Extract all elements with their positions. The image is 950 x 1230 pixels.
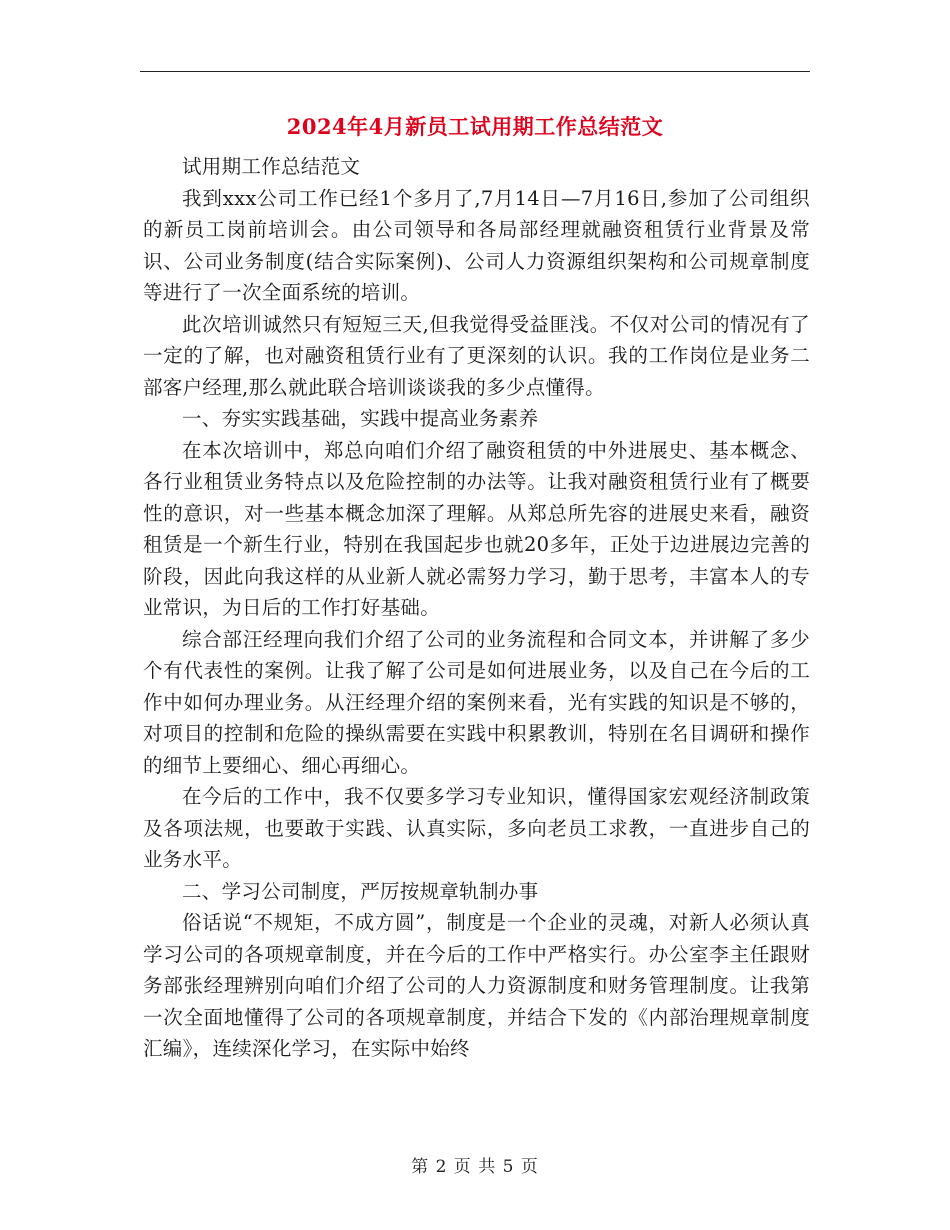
page-number: 第 2 页 共 5 页 bbox=[411, 1157, 539, 1177]
section-heading: 二、学习公司制度，严厉按规章轨制办事 bbox=[182, 879, 539, 903]
header-rule bbox=[140, 71, 810, 72]
paragraph: 在今后的工作中，我不仅要多学习专业知识，懂得国家宏观经济制政策及各项法规，也要敢于实践、认真实际，多向老员工求教，一直进步自己的业务水平。 bbox=[143, 785, 810, 871]
paragraph: 我到xxx公司工作已经1个多月了,7月14日—7月16日,参加了公司组织的新员工岗前培训会。由公司领导和各局部经理就融资租赁行业背景及常识、公司业务制度(结合实际案例)、公司人力资源组织架构和公司规章制度等进行了一次全面系统的培训。 bbox=[143, 186, 810, 304]
paragraph-subtitle: 试用期工作总结范文 bbox=[182, 155, 361, 178]
paragraph: 综合部汪经理向我们介绍了公司的业务流程和合同文本，并讲解了多少个有代表性的案例。让我了解了公司是如何进展业务，以及自己在今后的工作中如何办理业务。从汪经理介绍的案例来看，光有实践的知识是不够的，对项目的控制和危险的操纵需要在实践中积累教训，特别在名目调研和操作的细节上要细心、细心再细心。 bbox=[143, 627, 810, 777]
paragraph: 俗话说“不规矩，不成方圆”，制度是一个企业的灵魂，对新人必须认真学习公司的各项规章制度，并在今后的工作中严格实行。办公室李主任跟财务部张经理辨别向咱们介绍了公司的人力资源制度和财务管理制度。让我第一次全面地懂得了公司的各项规章制度，并结合下发的《内部治理规章制度汇编》，连续深化学习，在实际中始终 bbox=[143, 911, 810, 1060]
paragraph: 在本次培训中，郑总向咱们介绍了融资租赁的中外进展史、基本概念、各行业租赁业务特点以及危险控制的办法等。让我对融资租赁行业有了概要性的意识，对一些基本概念加深了理解。从郑总所先容的进展史来看，融资租赁是一个新生行业，特别在我国起步也就20多年，正处于边进展边完善的阶段，因此向我这样的从业新人就必需努力学习，勤于思考，丰富本人的专业常识，为日后的工作打好基础。 bbox=[143, 438, 810, 619]
document-body bbox=[143, 151, 810, 1065]
section-heading: 一、夯实实践基础，实践中提高业务素养 bbox=[182, 407, 539, 430]
paragraph: 此次培训诚然只有短短三天,但我觉得受益匪浅。不仅对公司的情况有了一定的了解，也对融资租赁行业有了更深刻的认识。我的工作岗位是业务二部客户经理,那么就此联合培训谈谈我的多少点懂得。 bbox=[143, 312, 810, 399]
document-title: 2024年4月新员工试用期工作总结范文 bbox=[286, 114, 664, 139]
